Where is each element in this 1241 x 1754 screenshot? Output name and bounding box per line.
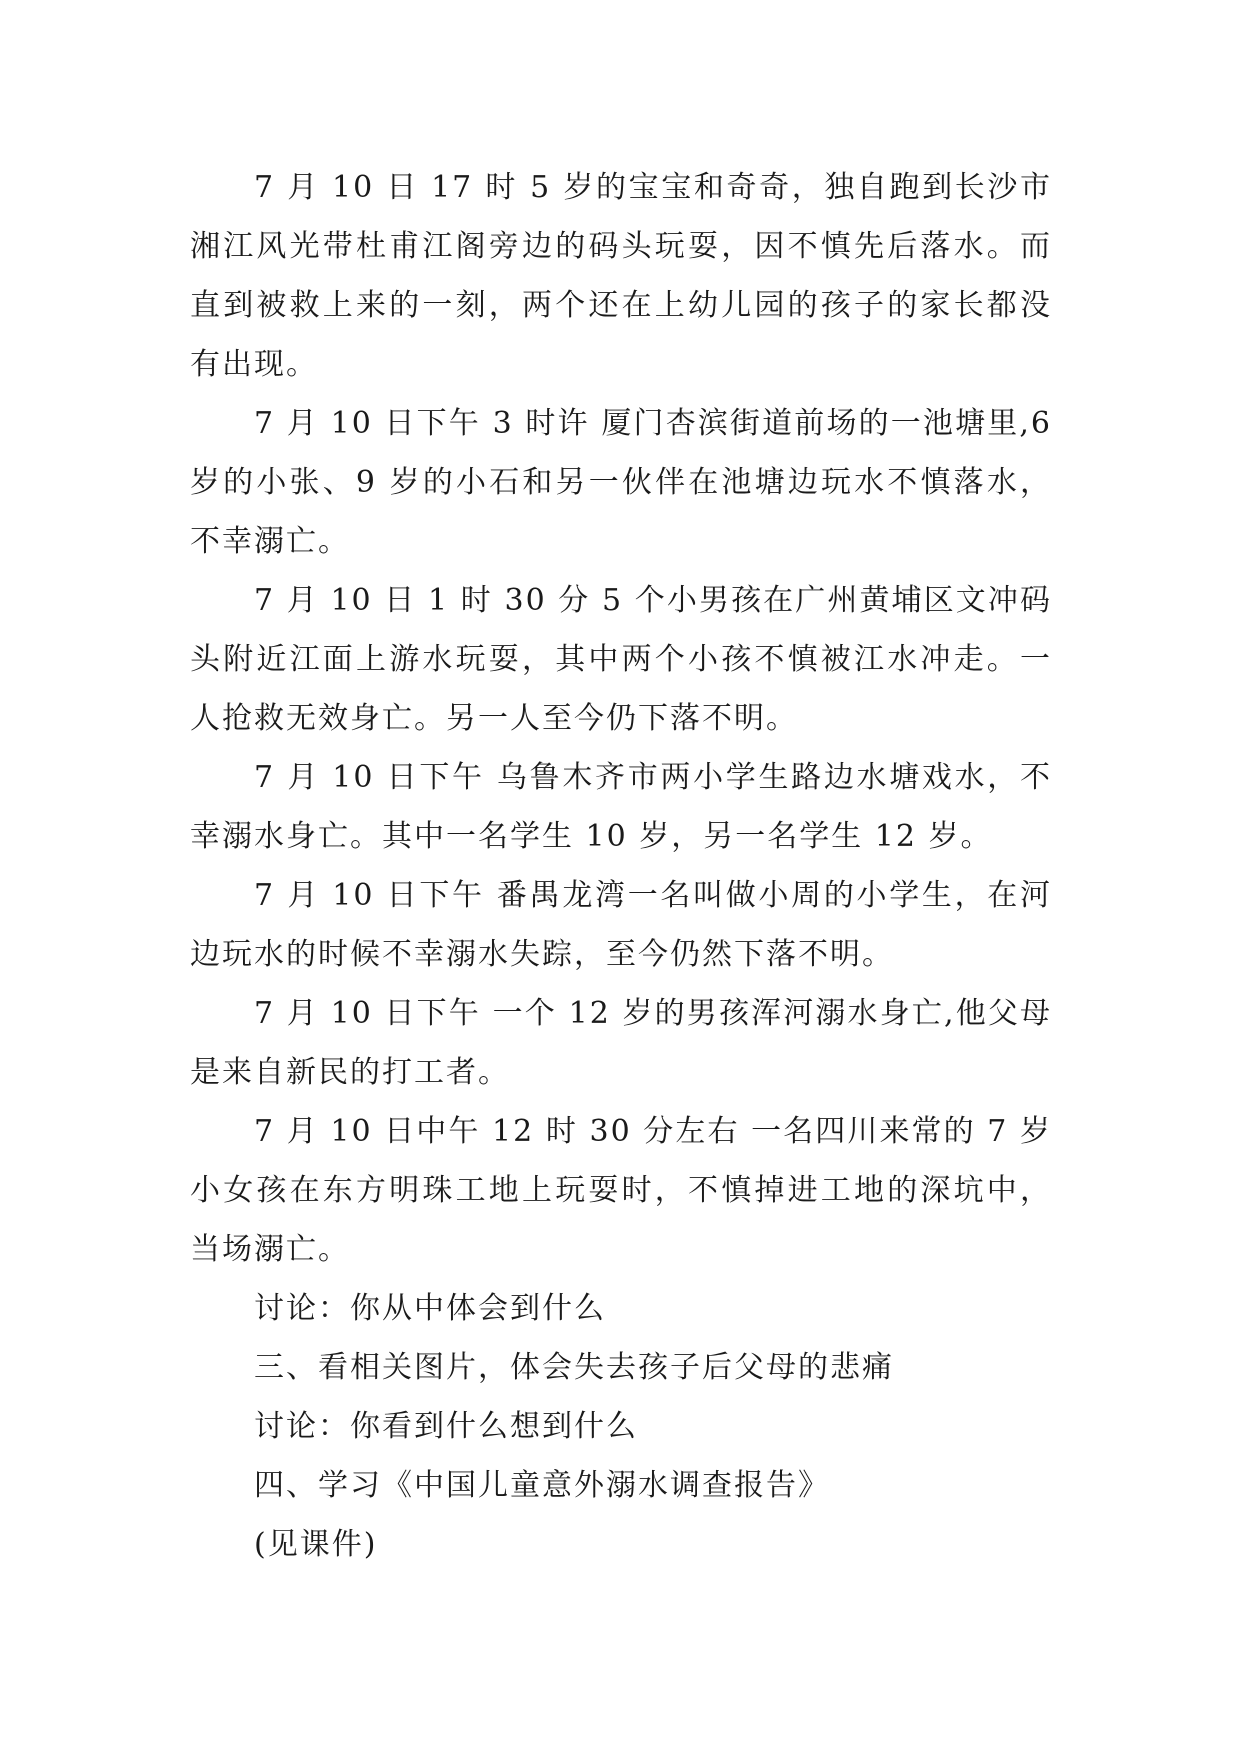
paragraph-hunhe: 7 月 10 日下午 一个 12 岁的男孩浑河溺水身亡,他父母是来自新民的打工者。: [190, 996, 1052, 1090]
paragraph-dongfangmingzhu: 7 月 10 日中午 12 时 30 分左右 一名四川来常的 7 岁小女孩在东方明珠工地上玩耍时，不慎掉进工地的深坑中，当场溺亡。: [190, 1114, 1052, 1267]
section-four-heading: 四、学习《中国儿童意外溺水调查报告》: [254, 1468, 830, 1503]
discussion-question-1: 讨论：你从中体会到什么: [254, 1291, 606, 1326]
paragraph-urumqi: 7 月 10 日下午 乌鲁木齐市两小学生路边水塘戏水，不幸溺水身亡。其中一名学生 10 岁，另一名学生 12 岁。: [190, 760, 1052, 854]
paragraph-xiamen: 7 月 10 日下午 3 时许 厦门杏滨街道前场的一池塘里,6 岁的小张、9 岁的小石和另一伙伴在池塘边玩水不慎落水，不幸溺亡。: [190, 406, 1052, 559]
section-three-heading: 三、看相关图片，体会失去孩子后父母的悲痛: [254, 1350, 894, 1385]
discussion-question-2: 讨论：你看到什么想到什么: [254, 1409, 638, 1444]
paragraph-guangzhou: 7 月 10 日 1 时 30 分 5 个小男孩在广州黄埔区文冲码头附近江面上游水玩耍，其中两个小孩不慎被江水冲走。一人抢救无效身亡。另一人至今仍下落不明。: [190, 583, 1052, 736]
see-courseware-note: (见课件): [254, 1527, 378, 1562]
paragraph-changsha: 7 月 10 日 17 时 5 岁的宝宝和奇奇，独自跑到长沙市湘江风光带杜甫江阁旁边的码头玩耍，因不慎先后落水。而直到被救上来的一刻，两个还在上幼儿园的孩子的家长都没有出现。: [190, 170, 1052, 382]
document-page: [190, 158, 1052, 1574]
paragraph-panyu: 7 月 10 日下午 番禺龙湾一名叫做小周的小学生，在河边玩水的时候不幸溺水失踪，至今仍然下落不明。: [190, 878, 1052, 972]
